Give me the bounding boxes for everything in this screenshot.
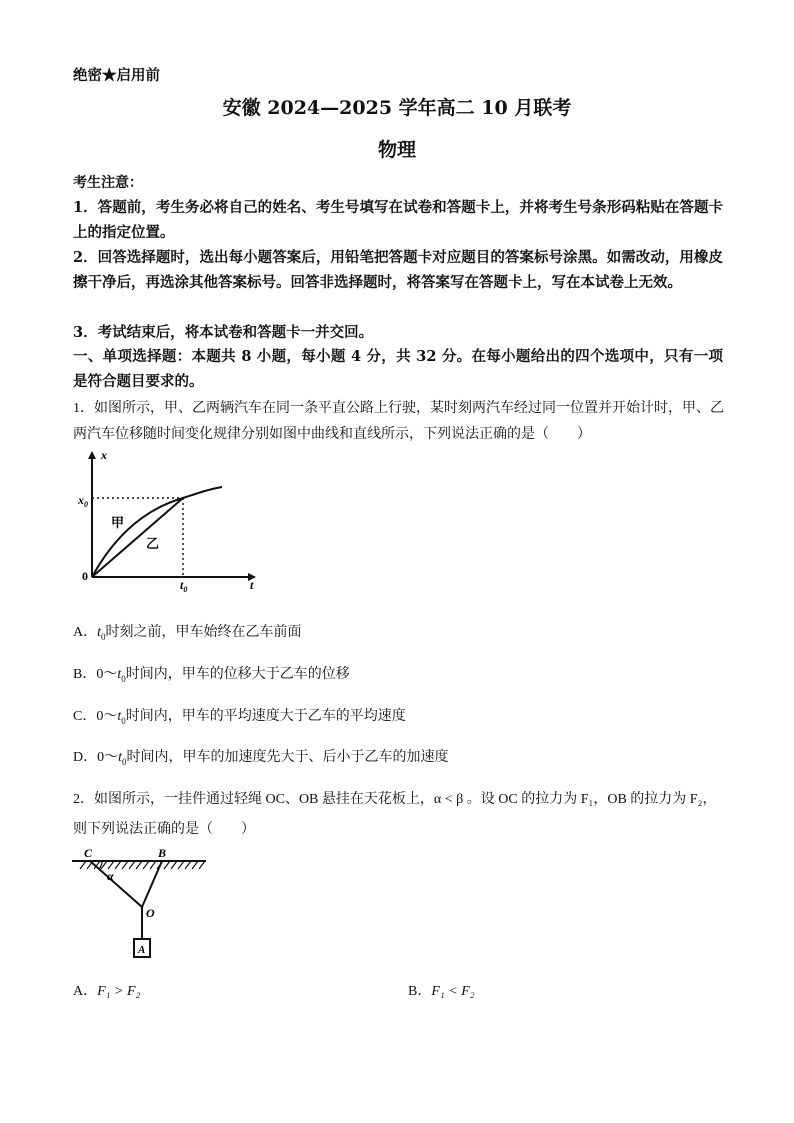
q1-position-time-graph bbox=[70, 447, 260, 592]
notice-item-3: 3．考试结束后，将本试卷和答题卡一并交回。 bbox=[73, 324, 374, 341]
x-axis-arrow-icon bbox=[88, 451, 96, 459]
subject-title: 物理 bbox=[377, 139, 416, 161]
block-a-label: A bbox=[138, 944, 146, 956]
car-yi-label: 乙 bbox=[146, 536, 160, 551]
origin-label: 0 bbox=[82, 569, 88, 583]
t0-label: $t_0$ bbox=[180, 578, 188, 592]
point-c-label: C bbox=[84, 846, 93, 860]
q2-hanging-ornament-figure bbox=[70, 845, 215, 960]
confidential-label: 绝密★启用前 bbox=[73, 67, 160, 84]
rope-ob bbox=[142, 861, 162, 907]
question-2-stem-line-1: 2．如图所示，一挂件通过轻绳 OC、OB 悬挂在天花板上，α < β 。设 OC 的拉力为 F₁，OB 的拉力为 F₂， bbox=[73, 792, 717, 807]
point-b-label: B bbox=[158, 846, 167, 860]
t-axis-label: t bbox=[250, 578, 254, 592]
question-2-stem-line-2: 则下列说法正确的是（ ） bbox=[73, 822, 255, 837]
question-1-stem: 1．如图所示，甲、乙两辆汽车在同一条平直公路上行驶，某时刻两汽车经过同一位置并开始计时，甲、乙两汽车位移随时间变化规律分别如图中曲线和直线所示，下列说法正确的是（ ） bbox=[73, 401, 724, 442]
q1-option-d: D．$0\sim t_0$时间内，甲车的加速度先大于、后小于乙车的加速度 bbox=[73, 750, 449, 767]
exam-title: 安徽 2024—2025 学年高二 10 月联考 bbox=[222, 97, 572, 119]
notice-item-1: 1．答题前，考生务必将自己的姓名、考生号填写在试卷和答题卡上，并将考生号条形码粘贴在答题卡上的指定位置。 bbox=[73, 199, 723, 241]
section-heading: 一、单项选择题：本题共 8 小题，每小题 4 分，共 32 分。在每小题给出的四个选项中，只有一项是符合题目要求的。 bbox=[73, 348, 723, 390]
car-jia-label: 甲 bbox=[111, 515, 125, 530]
car-yi-line bbox=[92, 498, 183, 577]
notice-heading: 考生注意： bbox=[73, 175, 143, 191]
q1-option-c: C．$0\sim t_0$时间内，甲车的平均速度大于乙车的平均速度 bbox=[73, 709, 406, 726]
q1-option-b: B．$0\sim t_0$时间内，甲车的位移大于乙车的位移 bbox=[73, 667, 350, 684]
alpha-label: α bbox=[107, 869, 114, 883]
q2-option-a: A．F₁ > F₂ bbox=[73, 984, 141, 999]
q1-option-a: A．$t_0$时刻之前，甲车始终在乙车前面 bbox=[73, 625, 302, 642]
point-o-label: O bbox=[146, 906, 155, 920]
q2-option-b: B．F₁ < F₂ bbox=[408, 984, 475, 999]
x-axis-label: x bbox=[101, 448, 107, 462]
notice-item-2: 2．回答选择题时，选出每小题答案后，用铅笔把答题卡对应题目的答案标号涂黑。如需改动，用橡皮擦干净后，再选涂其他答案标号。回答非选择题时，将答案写在答题卡上，写在本试卷上无效。 bbox=[73, 249, 723, 291]
x0-label: $x_0$ bbox=[78, 493, 88, 509]
car-jia-curve bbox=[92, 487, 222, 577]
